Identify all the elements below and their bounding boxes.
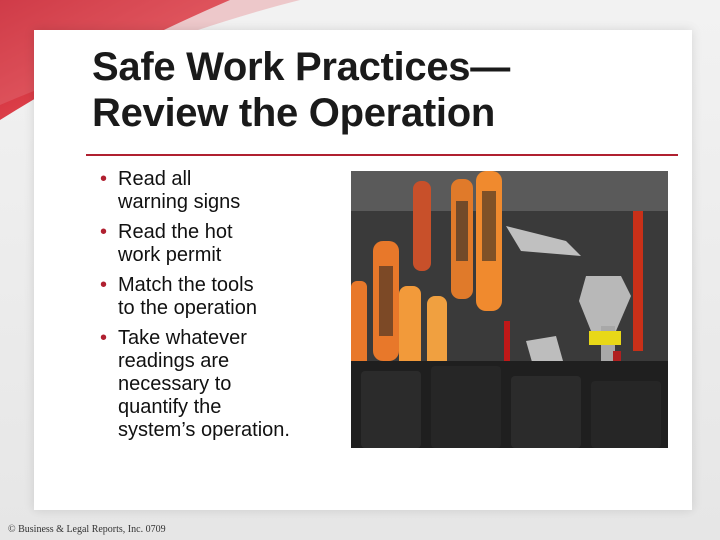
- bullet-list: [100, 168, 340, 449]
- bullet-line: to the operation: [118, 297, 257, 319]
- bullet-line: Read all: [118, 168, 192, 190]
- bullet-line: necessary to: [118, 373, 232, 395]
- bullet-item: [100, 221, 340, 267]
- bullet-icon: •: [100, 274, 108, 296]
- tool-pouch-photo: [351, 171, 668, 448]
- bullet-item: [100, 168, 340, 214]
- bullet-line: readings are: [118, 350, 230, 372]
- bullet-item: [100, 327, 340, 442]
- bullet-line: Match the tools: [118, 274, 254, 296]
- title-line: Safe Work Practices—: [92, 45, 510, 89]
- bullet-line: work permit: [118, 244, 222, 266]
- copyright-footer: © Business & Legal Reports, Inc. 0709: [8, 524, 166, 535]
- bullet-line: Read the hot: [118, 221, 233, 243]
- bullet-icon: •: [100, 168, 108, 190]
- slide-title: [92, 44, 692, 136]
- bullet-line: quantify the: [118, 396, 222, 418]
- bullet-line: Take whatever: [118, 327, 247, 349]
- tool-pouch-illustration: [351, 171, 668, 448]
- bullet-line: warning signs: [118, 191, 241, 213]
- bullet-item: [100, 274, 340, 320]
- bullet-icon: •: [100, 327, 108, 349]
- title-divider: [86, 154, 678, 156]
- bullet-line: system’s operation.: [118, 419, 290, 441]
- bullet-icon: •: [100, 221, 108, 243]
- title-line: Review the Operation: [92, 91, 495, 135]
